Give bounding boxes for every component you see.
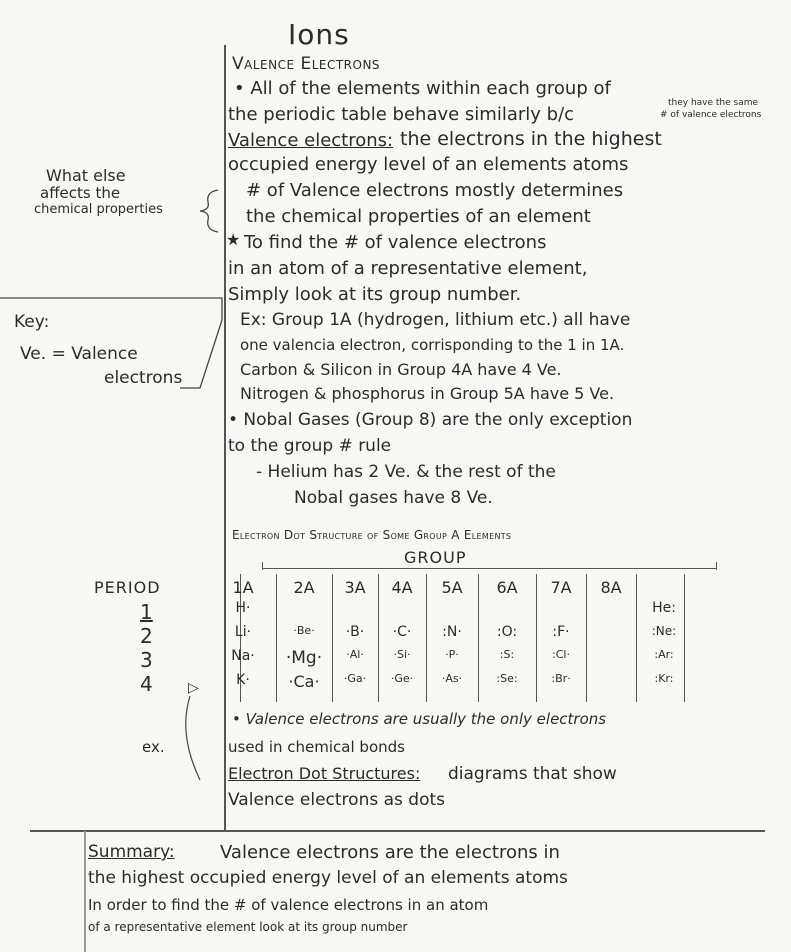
summary-label: Summary: [88,842,175,862]
summary-line: In order to find the # of valence electrons in an atom [88,896,489,914]
element-cell: ·Ca· [288,672,320,691]
element-cell: ·Ga· [343,672,367,685]
group-label: GROUP [404,548,467,567]
element-cell: ·Al· [346,648,364,661]
note-line: • Nobal Gases (Group 8) are the only exception [228,410,633,430]
element-cell: :Se: [496,672,518,685]
element-cell: ·Be· [293,624,315,637]
period-number: 2 [140,624,153,648]
element-cell: :Br· [551,672,571,685]
group-header: 2A [293,578,315,597]
table-line [636,574,637,702]
note-line: used in chemical bonds [228,738,405,756]
element-cell: Na· [231,648,255,664]
group-header: 3A [344,578,366,597]
arrow-icon: ▷ [188,680,199,696]
element-cell: ·B· [345,624,365,640]
note-annotation: they have the same [668,98,759,108]
summary-margin-line [84,831,86,952]
note-line: one valencia electron, corrisponding to the 1 in 1A. [240,336,625,354]
element-cell: He: [652,600,676,616]
curve-arrow [176,694,206,784]
term-electron-dot-structures: Electron Dot Structures: [228,764,421,783]
element-cell: ·P· [445,648,459,661]
margin-note-line: chemical properties [34,202,163,217]
page-title: Ions [288,18,350,51]
section-heading: Valence Electrons [232,54,381,74]
note-line: to the group # rule [228,436,392,456]
group-header: 5A [441,578,463,597]
note-annotation: # of valence electrons [660,110,762,120]
note-line: Valence electrons as dots [228,790,445,810]
key-line: Ve. = Valence [20,344,138,364]
note-line: • Valence electrons are usually the only electrons [232,710,607,728]
note-line: Nobal gases have 8 Ve. [294,488,493,508]
note-line: diagrams that show [448,764,617,784]
element-cell: :Cl· [552,648,570,661]
element-cell: :N· [442,624,462,640]
element-cell: :Kr: [654,672,674,685]
element-cell: ·As· [441,672,463,685]
note-line: - Helium has 2 Ve. & the rest of the [256,462,556,482]
period-number: 3 [140,648,153,672]
key-label: Key: [14,312,50,332]
summary-line: the highest occupied energy level of an elements atoms [88,868,568,888]
element-cell: :S: [499,648,515,661]
key-line: electrons [104,368,183,388]
element-cell: :Ne: [651,624,677,638]
note-line: the periodic table behave similarly b/c [228,104,575,125]
margin-note-line: affects the [40,184,121,202]
term-valence-electrons: Valence electrons: [228,130,394,151]
period-label: PERIOD [94,578,161,597]
element-cell: ·Si· [393,648,411,661]
note-line: • All of the elements within each group of [234,78,611,99]
note-line: Carbon & Silicon in Group 4A have 4 Ve. [240,360,562,379]
note-line: in an atom of a representative element, [228,258,588,279]
group-header: 6A [496,578,518,597]
group-header: 7A [550,578,572,597]
star-icon: ★ [226,230,241,249]
margin-line [224,45,226,830]
note-line: # of Valence electrons mostly determines [246,180,624,201]
ex-label: ex. [142,738,165,756]
element-cell: ·Mg· [285,648,323,668]
summary-line: Valence electrons are the electrons in [220,842,560,863]
summary-divider [30,830,765,832]
note-line: occupied energy level of an elements atoms [228,154,629,175]
note-line: Nitrogen & phosphorus in Group 5A have 5 Ve. [240,384,615,403]
table-caption: Electron Dot Structure of Some Group A Elements [232,528,512,542]
element-cell: ·Ge· [390,672,414,685]
element-cell: ·C· [392,624,412,640]
group-header: 1A [232,578,254,597]
group-header: 8A [600,578,622,597]
element-cell: :O: [496,624,518,640]
group-header: 4A [391,578,413,597]
period-number: 4 [140,672,153,696]
group-tick [262,562,263,570]
brace-icon [198,188,224,234]
group-tick [716,562,717,570]
note-line: Ex: Group 1A (hydrogen, lithium etc.) all have [240,310,631,330]
note-line: the electrons in the highest [400,128,662,150]
note-line: To find the # of valence electrons [244,232,547,253]
element-cell: K· [236,672,250,688]
period-number: 1 [140,600,153,624]
element-cell: Li· [234,624,252,640]
margin-note-line: What else [46,166,126,185]
summary-line: of a representative element look at its group number [88,920,408,934]
element-cell: :Ar: [654,648,674,661]
group-underline [262,568,717,569]
element-cell: :F· [552,624,570,640]
note-line: the chemical properties of an element [246,206,591,227]
note-line: Simply look at its group number. [228,284,522,305]
element-cell: H· [235,600,251,616]
